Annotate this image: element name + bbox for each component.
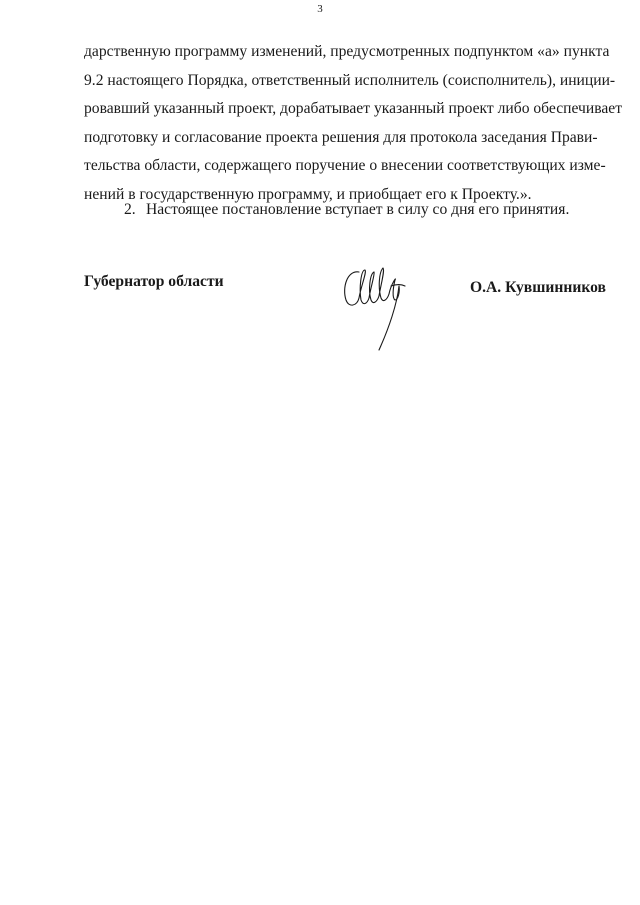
page-number: 3 [317, 3, 323, 15]
paragraph-1-line: ровавший указанный проект, дорабатывает указанный проект либо обеспечивает [84, 100, 623, 117]
signer-title: Губернатор области [84, 273, 224, 290]
paragraph-2-text: Настоящее постановление вступает в силу со дня его принятия. [146, 201, 570, 218]
paragraph-1-line: тельства области, содержащего поручение о внесении соответствующих изме- [84, 157, 606, 174]
handwritten-signature [337, 258, 417, 358]
paragraph-1-line: 9.2 настоящего Порядка, ответственный исполнитель (соисполнитель), иниции- [84, 71, 616, 89]
paragraph-2-number: 2. [124, 201, 136, 218]
paragraph-1-line: дарственную программу изменений, предусмотренных подпунктом «а» пункта [84, 43, 610, 60]
paragraph-1-line: подготовку и согласование проекта решения для протокола заседания Прави- [84, 128, 598, 146]
paragraph-2 [124, 196, 569, 224]
paragraph-1 [84, 38, 623, 209]
paragraph-1-line: нений в государственную программу, и приобщает его к Проекту.». [84, 185, 532, 203]
signer-name: О.А. Кувшинников [470, 279, 606, 296]
